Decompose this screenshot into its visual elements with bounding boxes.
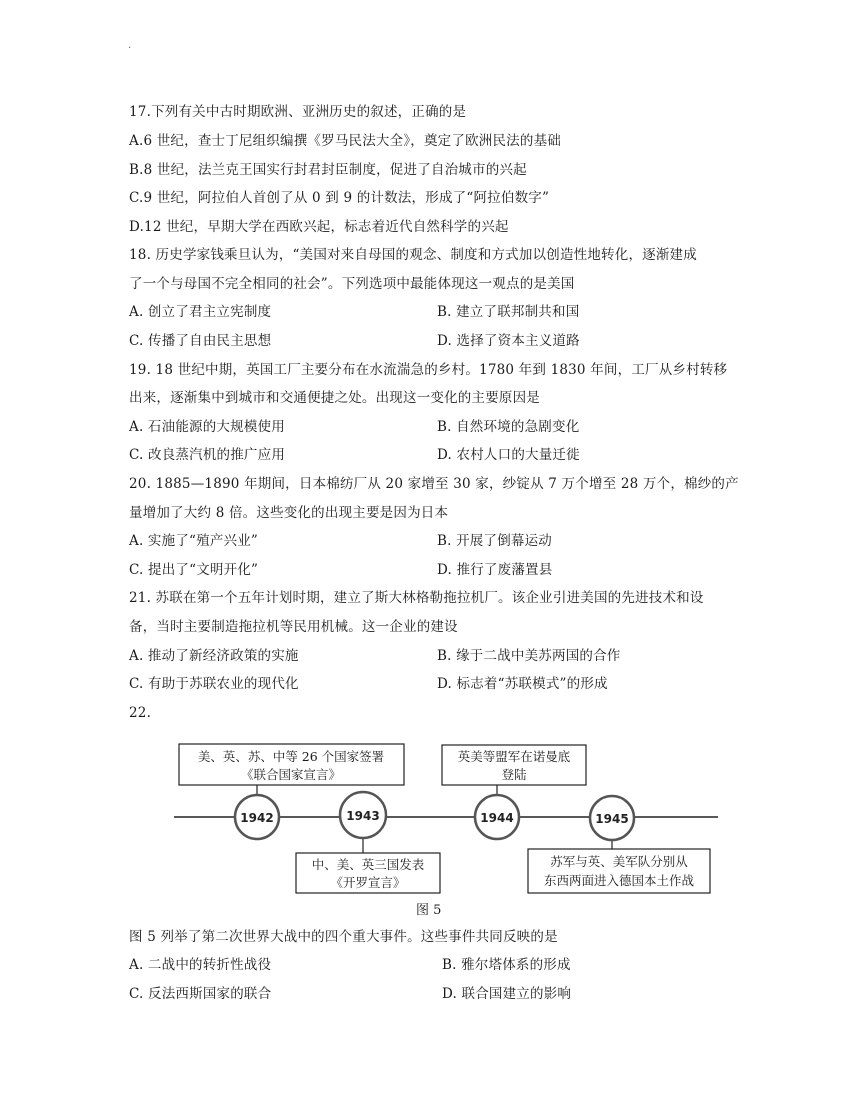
q21-option-c: C. 有助于苏联农业的现代化 <box>129 676 299 692</box>
q18-option-b: B. 建立了联邦制共和国 <box>437 304 580 320</box>
event-1943-line1: 中、美、英三国发表 <box>311 857 425 872</box>
q18-option-a: A. 创立了君主立宪制度 <box>129 304 272 320</box>
q22-option-c: C. 反法西斯国家的联合 <box>129 986 272 1002</box>
q21-stem-line1: 21. 苏联在第一个五年计划时期，建立了斯大林格勒拖拉机厂。该企业引进美国的先进技术和设 <box>129 590 704 606</box>
event-1944-line1: 英美等盟军在诺曼底 <box>457 749 571 764</box>
q20-stem-line1: 20. 1885—1890 年期间，日本棉纺厂从 20 家增至 30 家，纱锭从 7 万个增至 28 万个，棉纱的产 <box>129 476 739 492</box>
q17-option-a: A.6 世纪，查士丁尼组织编撰《罗马民法大全》，奠定了欧洲民法的基础 <box>129 133 561 149</box>
event-box-1942 <box>179 744 404 785</box>
q17-option-c: C.9 世纪，阿拉伯人首创了从 0 到 9 的计数法，形成了“阿拉伯数字” <box>129 190 550 206</box>
event-1942-line1: 美、英、苏、中等 26 个国家签署 <box>197 749 385 764</box>
q21-option-d: D. 标志着“苏联模式”的形成 <box>437 676 608 692</box>
q19-option-c: C. 改良蒸汽机的推广应用 <box>129 447 286 463</box>
year-label-1944: 1944 <box>480 811 514 825</box>
year-node-1945 <box>590 796 634 840</box>
event-1944-line2: 登陆 <box>501 767 527 782</box>
q22-stem: 图 5 列举了第二次世界大战中的四个重大事件。这些事件共同反映的是 <box>129 929 558 945</box>
q20-option-c: C. 提出了“文明开化” <box>129 562 259 578</box>
q20-option-b: B. 开展了倒幕运动 <box>437 533 553 549</box>
q18-option-c: C. 传播了自由民主思想 <box>129 333 272 349</box>
q19-option-a: A. 石油能源的大规模使用 <box>129 419 285 435</box>
figure-caption: 图 5 <box>416 903 442 918</box>
q22-number: 22. <box>129 705 152 721</box>
q19-stem-line1: 19. 18 世纪中期，英国工厂主要分布在水流湍急的乡村。1780 年到 1830 年间，工厂从乡村转移 <box>129 362 728 378</box>
q20-option-d: D. 推行了废藩置县 <box>437 562 553 578</box>
event-1943-line2: 《开罗宣言》 <box>330 875 406 890</box>
event-box-1945 <box>528 849 710 893</box>
year-node-1942 <box>235 795 279 839</box>
year-node-1944 <box>475 795 519 839</box>
q18-option-d: D. 选择了资本主义道路 <box>437 333 580 349</box>
year-label-1945: 1945 <box>595 812 629 826</box>
q20-stem-line2: 量增加了大约 8 倍。这些变化的出现主要是因为日本 <box>129 505 449 521</box>
q18-stem-line2: 了一个与母国不完全相同的社会”。下列选项中最能体现这一观点的是美国 <box>129 276 575 292</box>
q21-option-b: B. 缘于二战中美苏两国的合作 <box>437 648 621 664</box>
q19-option-d: D. 农村人口的大量迁徙 <box>437 447 580 463</box>
year-label-1943: 1943 <box>346 809 380 823</box>
event-1942-line2: 《联合国家宣言》 <box>240 767 342 782</box>
q21-option-a: A. 推动了新经济政策的实施 <box>129 648 299 664</box>
q17-option-d: D.12 世纪，早期大学在西欧兴起，标志着近代自然科学的兴起 <box>129 219 509 235</box>
event-box-1943 <box>296 853 440 893</box>
q19-option-b: B. 自然环境的急剧变化 <box>437 419 580 435</box>
event-1945-line1: 苏军与英、美军队分别从 <box>550 854 688 869</box>
q17-option-b: B.8 世纪，法兰克王国实行封君封臣制度，促进了自治城市的兴起 <box>129 162 527 178</box>
year-label-1942: 1942 <box>240 811 274 825</box>
q21-stem-line2: 备，当时主要制造拖拉机等民用机械。这一企业的建设 <box>129 619 458 635</box>
q17-stem: 17.下列有关中古时期欧洲、亚洲历史的叙述，正确的是 <box>129 104 467 120</box>
event-box-1944 <box>442 745 586 785</box>
q22-option-a: A. 二战中的转折性战役 <box>129 957 272 973</box>
year-node-1943 <box>340 792 386 838</box>
q22-option-b: B. 雅尔塔体系的形成 <box>442 957 571 973</box>
q18-stem-line1: 18. 历史学家钱乘旦认为，“美国对来自母国的观念、制度和方式加以创造性地转化，逐渐建成 <box>129 247 697 263</box>
header-mark: . <box>128 40 132 51</box>
event-1945-line2: 东西两面进入德国本土作战 <box>543 873 695 888</box>
q20-option-a: A. 实施了“殖产兴业” <box>129 533 259 549</box>
q19-stem-line2: 出来，逐渐集中到城市和交通便捷之处。出现这一变化的主要原因是 <box>129 390 540 406</box>
q22-option-d: D. 联合国建立的影响 <box>442 986 572 1002</box>
timeline-diagram <box>170 740 730 900</box>
